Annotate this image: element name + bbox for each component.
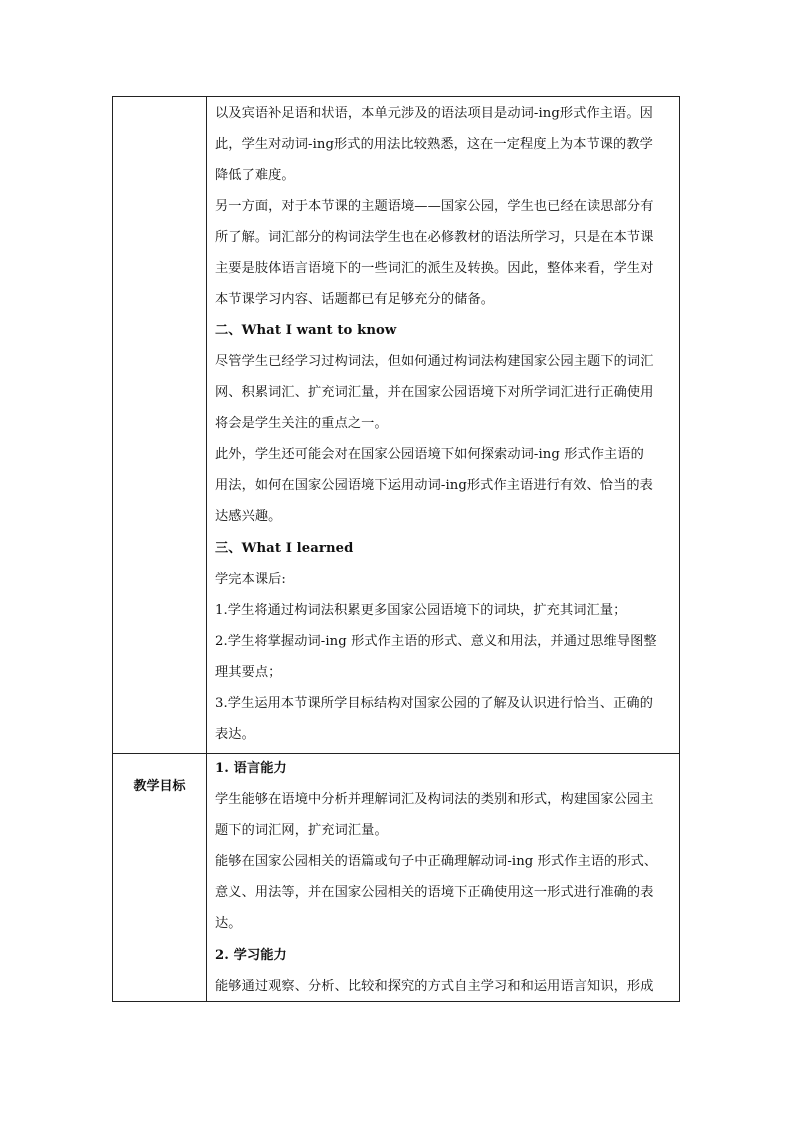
text-line: 以及宾语补足语和状语，本单元涉及的语法项目是动词-ing形式作主语。因 xyxy=(215,106,653,121)
text-line: 3.学生运用本节课所学目标结构对国家公园的了解及认识进行恰当、正确的 xyxy=(215,696,653,711)
text-line: 题下的词汇网，扩充词汇量。 xyxy=(215,823,388,838)
text-line: 表达。 xyxy=(215,727,255,742)
text-line: 意义、用法等，并在国家公园相关的语境下正确使用这一形式进行准确的表 xyxy=(215,885,654,900)
section-heading: 1. 语言能力 xyxy=(215,761,287,776)
text-line: 另一方面，对于本节课的主题语境——国家公园，学生也已经在读思部分有 xyxy=(215,199,654,214)
text-line: 此外，学生还可能会对在国家公园语境下如何探索动词-ing 形式作主语的 xyxy=(215,447,644,462)
text-line: 能够在国家公园相关的语篇或句子中正确理解动词-ing 形式作主语的形式、 xyxy=(215,854,658,869)
text-line: 将会是学生关注的重点之一。 xyxy=(215,416,388,431)
text-line: 主要是肢体语言语境下的一些词汇的派生及转换。因此，整体来看，学生对 xyxy=(215,261,654,276)
text-line: 2.学生将掌握动词-ing 形式作主语的形式、意义和用法，并通过思维导图整 xyxy=(215,634,657,649)
text-line: 达感兴趣。 xyxy=(215,509,282,524)
section-heading: 二、What I want to know xyxy=(215,323,397,338)
section-heading: 2. 学习能力 xyxy=(215,948,287,963)
text-line: 理其要点； xyxy=(215,665,282,680)
text-line: 尽管学生已经学习过构词法，但如何通过构词法构建国家公园主题下的词汇 xyxy=(215,354,654,369)
section-heading: 三、What I learned xyxy=(215,541,354,556)
text-line: 学生能够在语境中分析并理解词汇及构词法的类别和形式，构建国家公园主 xyxy=(215,792,654,807)
text-line: 学完本课后: xyxy=(215,572,286,587)
objectives-label: 教学目标 xyxy=(133,779,186,794)
row-divider xyxy=(113,753,679,754)
text-line: 降低了难度。 xyxy=(215,168,295,183)
text-line: 本节课学习内容、话题都已有足够充分的储备。 xyxy=(215,292,495,307)
text-line: 能够通过观察、分析、比较和探究的方式自主学习和和运用语言知识，形成 xyxy=(215,979,654,994)
text-line: 此，学生对动词-ing形式的用法比较熟悉，这在一定程度上为本节课的教学 xyxy=(215,137,653,152)
text-line: 达。 xyxy=(215,916,242,931)
text-line: 网、积累词汇、扩充词汇量，并在国家公园语境下对所学词汇进行正确使用 xyxy=(215,385,654,400)
lesson-plan-table xyxy=(112,96,680,1002)
column-divider xyxy=(206,97,207,1001)
text-line: 用法，如何在国家公园语境下运用动词-ing形式作主语进行有效、恰当的表 xyxy=(215,478,653,493)
text-line: 所了解。词汇部分的构词法学生也在必修教材的语法所学习，只是在本节课 xyxy=(215,230,654,245)
text-line: 1.学生将通过构词法积累更多国家公园语境下的词块，扩充其词汇量； xyxy=(215,603,627,618)
